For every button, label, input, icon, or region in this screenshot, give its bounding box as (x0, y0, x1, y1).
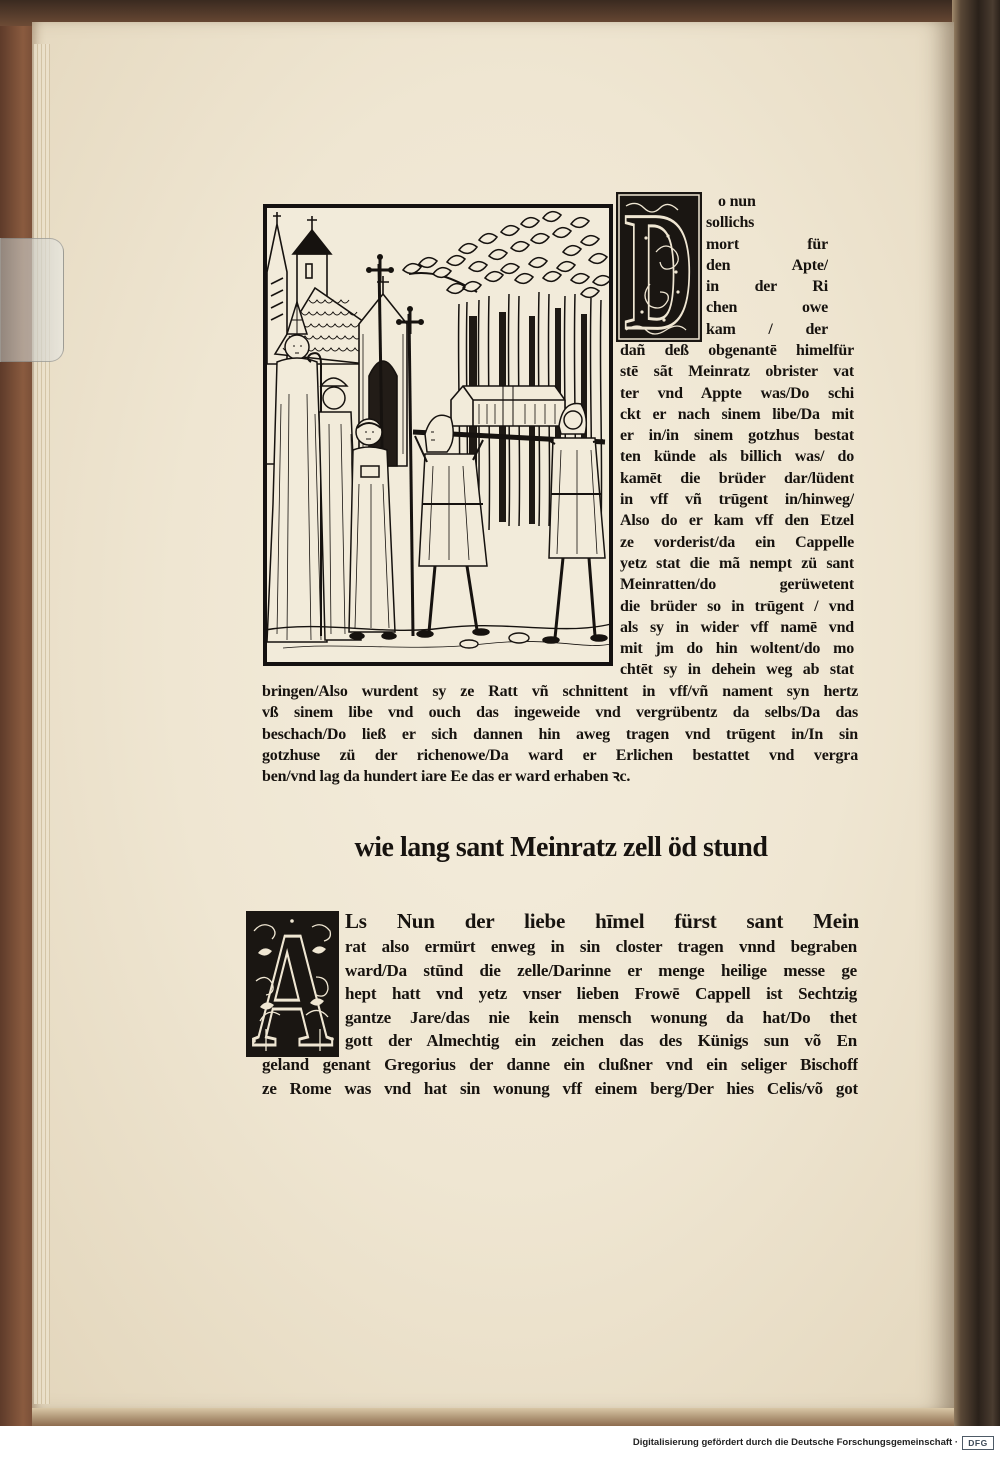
page-clip (0, 238, 64, 362)
text-line: in der Ri (706, 278, 828, 296)
text-line: Meinratten/do gerüwetent (620, 576, 854, 594)
text-line: ckt er nach sinem libe/Da mit (620, 405, 854, 423)
text-line: den Apte/ (706, 256, 828, 274)
text-line: in vff vñ trūgent in/hinweg/ (620, 491, 854, 509)
text-line: gantze Jare/das nie kein mensch wonung da hat/Do thet (345, 1007, 857, 1027)
text-line: Also do er kam vff den Etzel (620, 512, 854, 530)
text-block-full-width (262, 681, 858, 787)
text-line: gott der Almechtig ein zeichen das des Künigs sun võ En (345, 1031, 857, 1051)
woodcut-illustration (263, 204, 613, 666)
text-line: er in/in sinem gotzhus bestat (620, 427, 854, 445)
text-column-beside-woodcut (620, 340, 854, 681)
text-line: mort für (706, 235, 828, 253)
book-gutter (952, 0, 1000, 1426)
ornamental-initial-a (246, 911, 339, 1057)
text-line: bringen/Also wurdent sy ze Ratt vñ schnittent in vff/vñ nament syn hertz (262, 683, 858, 700)
initial-letter-a: A (252, 911, 333, 1057)
text-line: kamēt die brüder dar/lüdent (620, 469, 854, 487)
text-line: ze vorderist/da ein Cappelle (620, 533, 854, 551)
text-column-beside-initial-a (345, 935, 857, 1053)
initial-letter-d: D (624, 192, 694, 342)
text-line: die brüder so in trūgent / vnd (620, 597, 854, 615)
text-line: sollichs (706, 214, 755, 232)
section-heading: wie lang sant Meinratz zell öd stund (354, 832, 768, 863)
footer-credit: Digitalisierung gefördert durch die Deutsche Forschungsgemeinschaft · (632, 1437, 958, 1448)
text-line: gotzhuse zü der richenowe/Da ward er Erlichen bestattet vnd vergra (262, 746, 858, 764)
text-line: hept hatt vnd yetz vnser lieben Frowē Cappell ist Sechtzig (345, 984, 857, 1004)
text-line: chtēt sy in dehein weg ab stat (620, 661, 854, 679)
text-line: ten künde als billich was/ do (620, 448, 854, 466)
text-line: o nun (718, 193, 756, 210)
text-line: rat also ermürt enweg in sin closter tragen vnnd begraben (345, 937, 857, 956)
text-line: kam / der (706, 320, 828, 338)
text-line: dañ deß obgenantē himelfür (620, 342, 854, 359)
text-line: geland genant Gregorius der danne ein clußner vnd ein seliger Bischoff (262, 1055, 858, 1074)
page-bottom-edge (32, 1408, 954, 1426)
text-line: ter vnd Appte was/Do schi (620, 384, 854, 402)
text-line: mit jm do hin woltent/do mo (620, 640, 854, 658)
text-line: beschach/Do ließ er sich dannen hin aweg tragen vnd trūgent in/In sin (262, 725, 858, 743)
text-column-beside-initial (706, 191, 828, 340)
text-line: vß sinem libe vnd ouch das ingeweide vnd vergrübentz da selbs/Da das (262, 704, 858, 722)
dfg-logo: DFG (962, 1436, 994, 1450)
text-line: stē sãt Meinratz obrister vat (620, 363, 854, 381)
text-line: als sy in wider vff namē vnd (620, 618, 854, 636)
text-line: ward/Da stūnd die zelle/Darinne er menge heilige messe ge (345, 960, 857, 980)
text-block-full-width-2 (262, 1053, 858, 1100)
text-line: ze Rome was vnd hat sin wonung vff einem berg/Der hies Celis/võ got (262, 1078, 858, 1098)
text-line-large: Ls Nun der liebe hīmel fürst sant Mein (345, 909, 859, 933)
text-line: chen owe (706, 299, 828, 317)
ornamental-initial-d (616, 192, 702, 342)
text-line: yetz stat die mã nempt zü sant (620, 554, 854, 572)
text-line: ben/vnd lag da hundert iare Ee das er ward erhaben ꝛc. (262, 768, 631, 786)
